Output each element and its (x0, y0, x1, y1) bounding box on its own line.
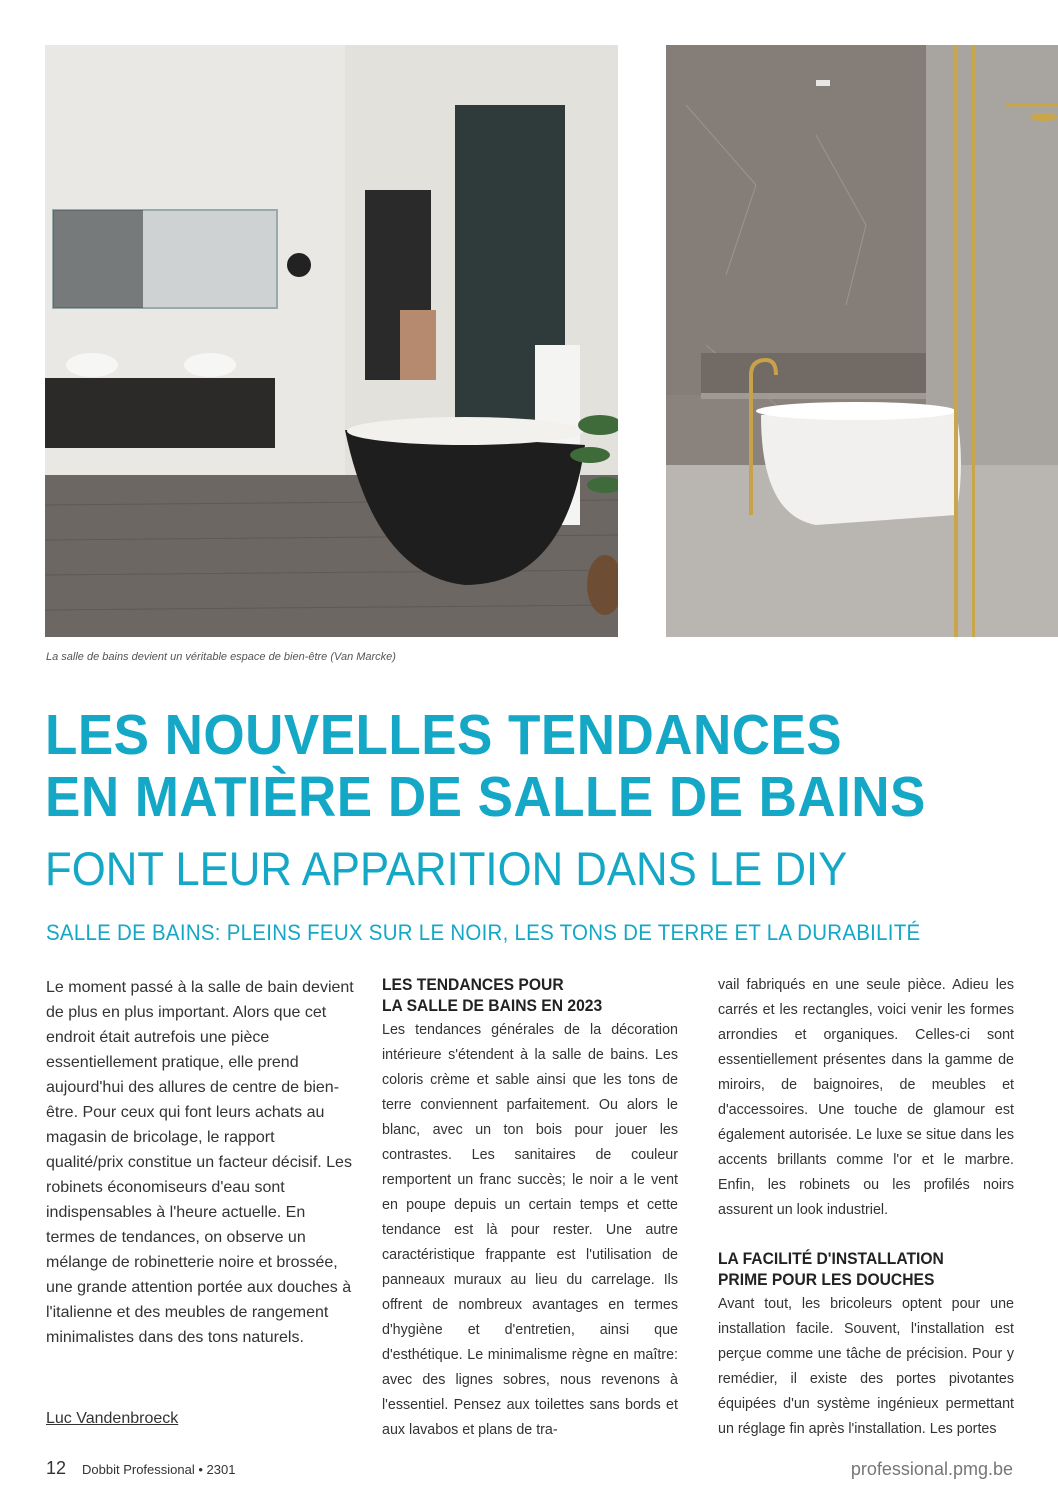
section-1-heading-line-1: LES TENDANCES POUR (382, 975, 564, 994)
article-title-line-2: EN MATIÈRE DE SALLE DE BAINS (45, 765, 926, 829)
page-number: 12 (46, 1458, 67, 1478)
bathroom-illustration-2 (666, 45, 1058, 637)
website-link[interactable]: professional.pmg.be (850, 1459, 1013, 1479)
section-2-heading (718, 1248, 990, 1290)
bathroom-illustration-1 (45, 45, 618, 637)
article-title-line-1: LES NOUVELLES TENDANCES (45, 703, 843, 767)
section-2-heading-line-2: PRIME POUR LES DOUCHES (718, 1270, 935, 1289)
section-2-heading-line-1: LA FACILITÉ D'INSTALLATION (718, 1249, 944, 1268)
bathroom-photo-black-tub (45, 45, 618, 637)
section-1-body: Les tendances générales de la décoration intérieure s'étendent à la salle de bains. Les coloris crème et sable ainsi que les tons de terre conviennent parfaitement. Ou alors le blanc, avec un ton bois pour jouer les contrastes. Les sanitaires de couleur remportent un franc succès; le noir a le vent en poupe depuis un certain temps et cette tendance est là pour rester. Une autre caractéristique frappante est l'utilisation de panneaux muraux au lieu du carrelage. Ils offrent de nombreux avantages en termes d'hygiène et d'entretien, ainsi que d'esthétique. Le minimalisme règne en maître: avec des lignes sobres, nous revenons à l'essentiel. Pensez aux toilettes sans bords et aux lavabos et plans de tra- (382, 1022, 678, 1438)
intro-paragraph: Le moment passé à la salle de bain devient de plus en plus important. Alors que cet endroit était autrefois une pièce essentiellement pratique, elle prend aujourd'hui des allures de centre de bien-être. Pour ceux qui font leurs achats au magasin de bricolage, le rapport qualité/prix constitue un facteur décisif. Les robinets économiseurs d'eau sont indispensables à l'heure actuelle. En termes de tendances, on observe un mélange de robinetterie noire et brossée, une grande attention portée aux douches à l'italienne et des meubles de rangement minimalistes dans des tons naturels. (46, 979, 354, 1346)
article-title-line-3: FONT LEUR APPARITION DANS LE DIY (45, 842, 848, 895)
column-3 (718, 973, 1014, 1442)
publication-name: Dobbit Professional • 2301 (82, 1462, 236, 1477)
bathroom-photo-white-tub (666, 45, 1058, 637)
section-1-body-continued: vail fabriqués en une seule pièce. Adieu les carrés et les rectangles, voici venir les formes arrondies et organiques. Celles-ci sont essentiellement présentes dans la gamme de miroirs, de baignoires, de meubles et d'accessoires. Une touche de glamour est également autorisée. Le luxe se situe dans les accents brillants comme l'or et le marbre. Enfin, les robinets ou les profilés noirs assurent un look industriel. (718, 977, 1014, 1218)
section-1-heading-line-2: LA SALLE DE BAINS EN 2023 (382, 996, 603, 1015)
column-2 (382, 974, 678, 1443)
author-name: Luc Vandenbroeck (46, 1410, 179, 1427)
article-subtitle: SALLE DE BAINS: PLEINS FEUX SUR LE NOIR, LES TONS DE TERRE ET LA DURABILITÉ (46, 920, 921, 945)
section-1-heading (382, 974, 654, 1016)
section-2-body: Avant tout, les bricoleurs optent pour une installation facile. Souvent, l'installation est perçue comme une tâche de précision. Pour y remédier, il existe des portes pivotantes équipées d'un système ingénieux permettant un réglage fin après l'installation. Les portes (718, 1296, 1014, 1437)
photo-caption: La salle de bains devient un véritable espace de bien-être (Van Marcke) (46, 651, 396, 663)
